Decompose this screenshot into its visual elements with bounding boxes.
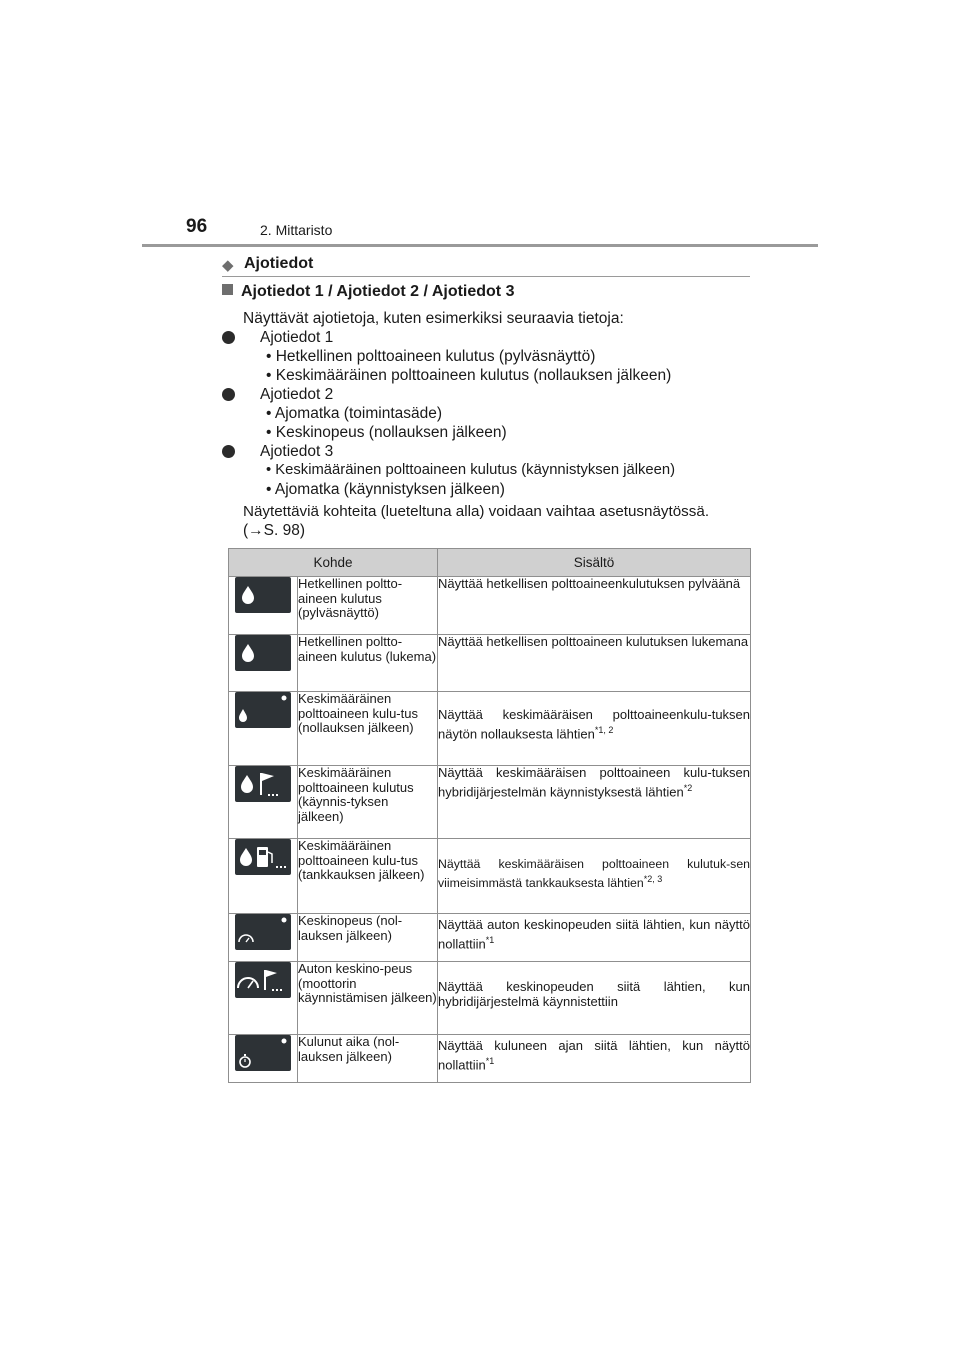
item-label: Hetkellinen poltto-aineen kulutus (lukema) [298, 635, 438, 692]
info-table [228, 548, 751, 1083]
section-heading [222, 254, 750, 277]
item-description: Näyttää auton keskinopeuden siitä lähtien, kun näyttö nollattiin$^{*1}$ [438, 914, 751, 962]
footnote-marker: *2 [683, 782, 693, 793]
speedometer-flag-icon [235, 962, 291, 998]
fuel-drop-flag-icon [235, 766, 291, 802]
page-reference: (→S. 98) [243, 522, 306, 539]
subsection-heading [222, 283, 514, 301]
item-label: Keskimääräinen polttoaineen kulu-tus (tankkauksen jälkeen) [298, 839, 438, 914]
fuel-drop-value-icon [235, 635, 291, 671]
item-label: Keskinopeus (nol-lauksen jälkeen) [298, 914, 438, 962]
table-row [229, 766, 751, 839]
item-label: Hetkellinen poltto-aineen kulutus (pylväsnäyttö) [298, 577, 438, 635]
list-item: • Keskimääräinen polttoaineen kulutus (käynnistyksen jälkeen) [266, 462, 676, 478]
group-label: Ajotiedot 3 [260, 443, 334, 460]
column-header-kohde: Kohde [229, 549, 438, 577]
fuel-drop-reset-icon [235, 692, 291, 728]
intro-text: Näyttävät ajotietoja, kuten esimerkiksi seuraavia tietoja: [243, 310, 624, 327]
speedometer-reset-icon [235, 914, 291, 950]
list-item: • Keskimääräinen polttoaineen kulutus (nollauksen jälkeen) [266, 367, 672, 384]
table-row [229, 962, 751, 1035]
group-label: Ajotiedot 1 [260, 329, 334, 346]
footnote-marker: *1 [485, 934, 495, 945]
list-item: • Keskinopeus (nollauksen jälkeen) [266, 424, 507, 441]
table-row [229, 1035, 751, 1083]
item-description: Näyttää kuluneen ajan siitä lähtien, kun näyttö nollattiin$^{*1}$ [438, 1035, 751, 1083]
list-item: • Ajomatka (toimintasäde) [266, 405, 443, 422]
section-title: Ajotiedot [244, 255, 314, 272]
item-description: Näyttää hetkellisen polttoaineenkulutuksen pylväänä [438, 577, 751, 635]
item-description: Näyttää hetkellisen polttoaineen kulutuksen lukemana [438, 635, 751, 692]
page-number: 96 [186, 216, 208, 237]
subsection-title: Ajotiedot 1 / Ajotiedot 2 / Ajotiedot 3 [241, 283, 515, 300]
list-item: • Hetkellinen polttoaineen kulutus (pylväsnäyttö) [266, 348, 596, 365]
table-row [229, 635, 751, 692]
item-description: Näyttää keskinopeuden siitä lähtien, kun hybridijärjestelmä käynnistettiin [438, 962, 751, 1035]
fuel-drop-pump-icon [235, 839, 291, 875]
bullet-icon [222, 445, 235, 458]
bullet-icon [222, 388, 235, 401]
note-text: Näytettäviä kohteita (lueteltuna alla) voidaan vaihtaa asetusnäytössä. [243, 503, 710, 520]
item-description: Näyttää keskimääräisen polttoaineen kulu-tuksen hybridijärjestelmän käynnistyksestä lähtien$^{*2}$ [438, 766, 751, 839]
table-row [229, 692, 751, 766]
table-row [229, 577, 751, 635]
fuel-drop-bar-icon [235, 577, 291, 613]
table-row [229, 839, 751, 914]
diamond-icon: ◆ [222, 257, 234, 274]
group-label: Ajotiedot 2 [260, 386, 334, 403]
item-label: Keskimääräinen polttoaineen kulu-tus (nollauksen jälkeen) [298, 692, 438, 766]
list-item: • Ajomatka (käynnistyksen jälkeen) [266, 481, 505, 498]
chapter-title: 2. Mittaristo [260, 222, 333, 238]
square-bullet-icon [222, 284, 233, 295]
footnote-marker: *1, 2 [594, 724, 614, 735]
header-rule [142, 244, 818, 247]
item-label: Auton keskino-peus (moottorin käynnistämisen jälkeen) [298, 962, 438, 1035]
bullet-icon [222, 331, 235, 344]
item-description: Näyttää keskimääräisen polttoaineen kulutuk-sen viimeisimmästä tankkauksesta lähtien$^{*2, 3}$ [438, 839, 751, 914]
footnote-marker: *2, 3 [643, 873, 663, 884]
footnote-marker: *1 [485, 1055, 495, 1066]
item-label: Kulunut aika (nol-lauksen jälkeen) [298, 1035, 438, 1083]
column-header-sisalto: Sisältö [438, 549, 751, 577]
item-description: Näyttää keskimääräisen polttoaineenkulu-tuksen näytön nollauksesta lähtien$^{*1, 2}$ [438, 692, 751, 766]
stopwatch-icon [235, 1035, 291, 1071]
table-row [229, 914, 751, 962]
item-label: Keskimääräinen polttoaineen kulutus (käynnis-tyksen jälkeen) [298, 766, 438, 839]
